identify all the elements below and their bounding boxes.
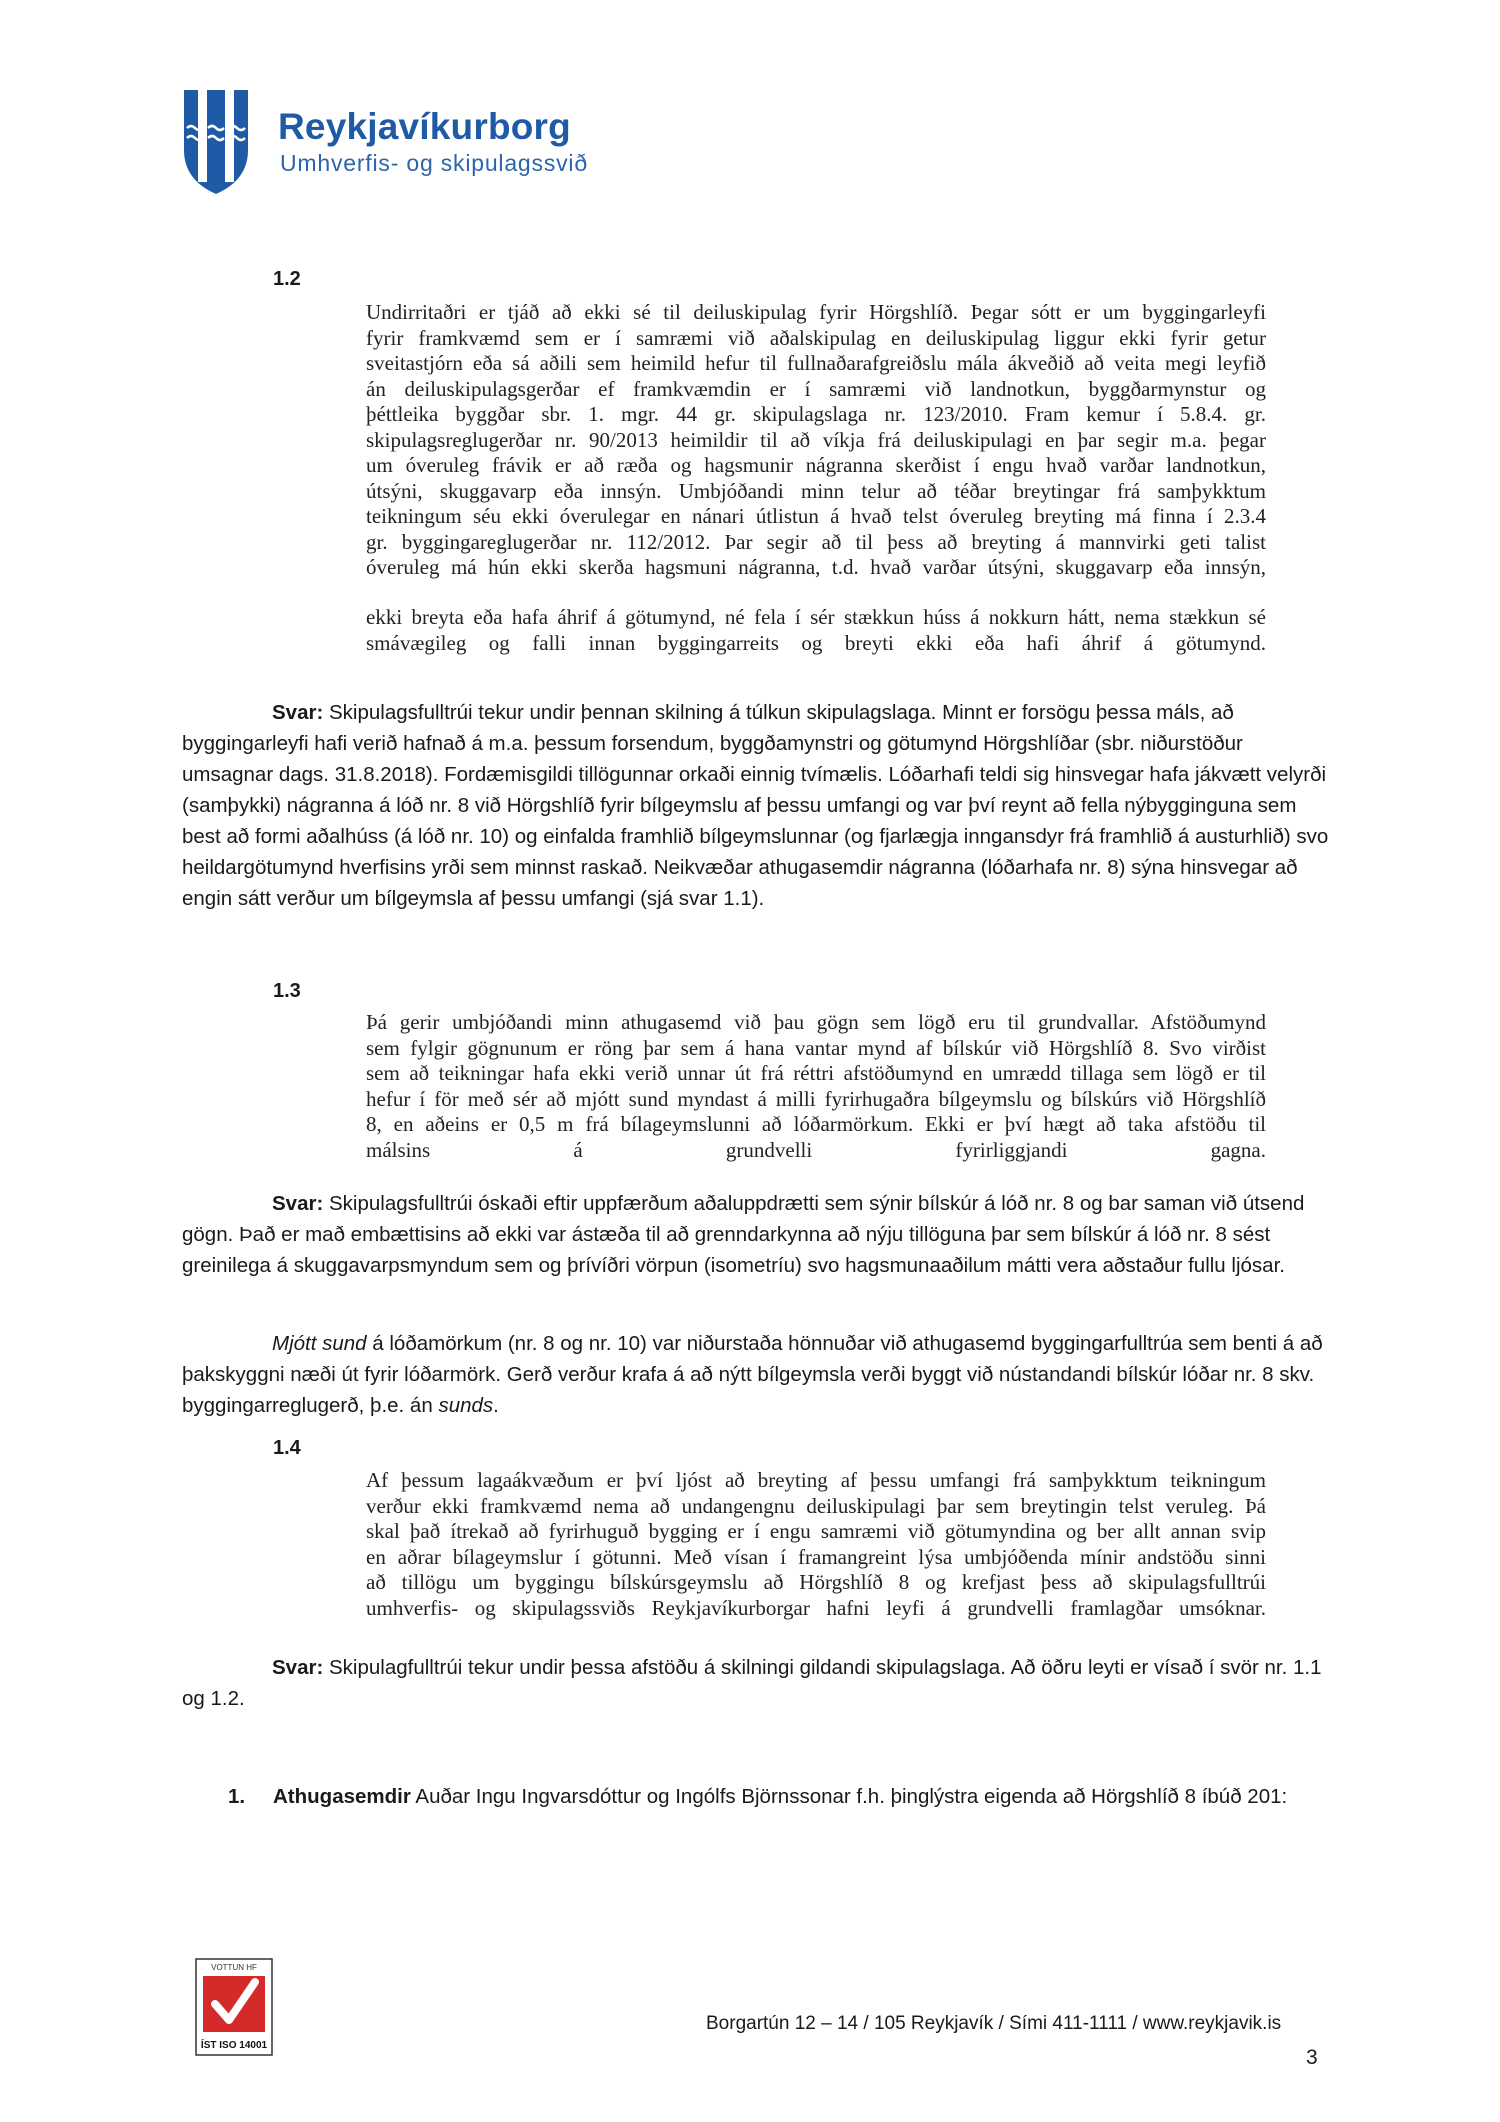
answer-1-4 [182,1652,1332,1714]
answer-1-3 [182,1188,1332,1281]
footer-address: Borgartún 12 – 14 / 105 Reykjavík / Sími 411-1111 / www.reykjavik.is [706,2013,1282,2034]
quote-line: en aðrar bílageymslur í götunni. Með vísan í framangreint lýsa umbjóðenda mínir andstöðu sinni [366,1544,1266,1569]
quote-line: útsýni, skuggavarp eða innsýn. Umbjóðandi minn telur að téðar breytingar frá samþykktum [366,478,1266,503]
quote-line: fyrir framkvæmd sem er í samræmi við aðalskipulag en deiluskipulag liggur ekki fyrir getur [366,325,1266,350]
quote-line: teikningum séu ekki óverulegar en nánari útlistun á hvað telst óveruleg breyting má finna í 2.3.4 [366,504,1266,528]
quote-line: um óveruleg frávik er að ræða og hagsmunir nágranna skerðist í engu hvað varðar landnotkun, [366,453,1266,477]
cert-bottom-text: ÍST ISO 14001 [200,2040,268,2051]
iso-certification-logo [195,1958,273,2056]
italic-term: sunds [438,1394,494,1417]
answer-text: Skipulagsfulltrúi tekur undir þennan skilning á túlkun skipulagslaga. Minnt er forsögu þessa máls, að byggingarleyfi hafi verið hafnað á m.a. þessum forsendum, byggðamynstri og götumynd Hörgshlíðar (sbr. niðurstöður umsagnar dags. 31.8.2018). Fordæmisgildi tillögunnar orkaði einnig tvímælis. Lóðarhafi teldi sig hinsvegar hafa jákvætt velyrði (samþykki) nágranna á lóð nr. 8 við Hörgshlíð fyrir bílgeymslu af þessu umfangi og var því reynt að fella nýbygginguna sem best að formi aðalhúss (á lóð nr. 10) og einfalda framhlið bílgeymslunnar (og fjarlægja inngansdyr frá framhlið á austurhlið) svo heildargötumynd hverfisins yrði sem minnst raskað. Neikvæðar athugasemdir nágranna (lóðarhafa nr. 8) sýna hinsvegar að engin sátt verður um bílgeymsla af þessu umfangi (sjá svar 1.1). [182,701,1329,910]
quote-line: ekki breyta eða hafa áhrif á götumynd, né fela í sér stækkun húss á nokkurn hátt, nema stækkun sé [366,605,1266,629]
answer-text: Skipulagsfulltrúi óskaði eftir uppfærðum aðaluppdrætti sem sýnir bílskúr á lóð nr. 8 og bar saman við útsend gögn. Það er mað embættisins að ekki var ástæða til að grenndarkynna að nýju tillöguna þar sem bílskúr á lóð nr. 8 sést greinilega á skuggavarpsmyndum sem og þrívíðri vörpun (isometríu) svo hagsmunaaðilum mátti vera aðstaður fullu ljósar. [182,1192,1305,1277]
answer-label: Svar: [272,701,324,724]
quote-line: 8, en aðeins er 0,5 m frá bílageymslunni að lóðarmörkum. Ekki er því hægt að taka afstöðu til [366,1112,1266,1136]
answer-1-3-paragraph-2 [182,1328,1332,1421]
quote-line: gr. byggingareglugerðar nr. 112/2012. Þar segir að til þess að breyting á mannvirki geti talist [366,529,1266,554]
item-number: 1. [228,1785,246,1808]
quote-line: sem fylgir gögnunum er röng þar sem á hana vantar mynd af bílskúr við Hörgshlíð 8. Svo virðist [366,1035,1266,1060]
quote-line: hefur í för með sér að mjótt sund myndast á milli fyrirhugaðra bílgeymslu og bílskúrs við Hörgshlíð [366,1086,1266,1111]
paragraph-text: á lóðamörkum (nr. 8 og nr. 10) var niðurstaða hönnuðar við athugasemd byggingarfulltrúa sem benti á að þakskyggni næði út fyrir lóðarmörk. Gerð verður krafa á að nýtt bílgeymsla verði byggt við nústandandi bílskúr lóðar nr. 8 skv. byggingarreglugerð, þ.e. án [182,1332,1323,1417]
item-text [273,1781,1333,1812]
quote-1-2-tail [366,605,1266,656]
quote-line: sem að teikningar hafa ekki verið unnar út frá réttri afstöðumynd en umrædd tillaga sem lögð er til [366,1061,1266,1085]
quote-line: skal það ítrekað að fyrirhuguð bygging er í engu samræmi við götumyndina og ber allt annan svip [366,1519,1266,1543]
reykjavik-coat-of-arms-logo [182,88,250,196]
cert-top-text: VOTTUN HF [211,1963,257,1972]
quote-line: Undirritaðri er tjáð að ekki sé til deiluskipulag fyrir Hörgshlíð. Þegar sótt er um byggingarleyfi [366,300,1266,324]
section-number-1-2: 1.2 [273,268,301,290]
quote-line: málsins á grundvelli fyrirliggjandi gagna. [366,1137,1266,1162]
item-body: Auðar Ingu Ingvarsdóttur og Ingólfs Björnssonar f.h. þinglýstra eigenda að Hörgshlíð 8 íbúð 201: [415,1785,1288,1808]
answer-text: Skipulagfulltrúi tekur undir þessa afstöðu á skilningi gildandi skipulagslaga. Að öðru leyti er vísað í svör nr. 1.1 og 1.2. [182,1656,1322,1710]
section-number-1-4: 1.4 [273,1437,301,1459]
org-name: Reykjavíkurborg [278,106,571,147]
quote-1-3 [366,1010,1266,1163]
quote-line: Þá gerir umbjóðandi minn athugasemd við þau gögn sem lögð eru til grundvallar. Afstöðumynd [366,1010,1266,1034]
answer-1-2 [182,697,1332,914]
paragraph-text: . [493,1394,499,1417]
quote-line: umhverfis- og skipulagssviðs Reykjavíkurborgar hafni leyfi á grundvelli framlagðar umsóknar. [366,1595,1266,1620]
quote-line: verður ekki framkvæmd nema að undangengnu deiluskipulagi þar sem breytingin telst veruleg. Þá [366,1493,1266,1518]
answer-label: Svar: [272,1192,324,1215]
quote-line: þéttleika byggðar sbr. 1. mgr. 44 gr. skipulagslaga nr. 123/2010. Fram kemur í 5.8.4. gr. [366,402,1266,426]
quote-line: sveitastjórn eða sá aðili sem heimild hefur til fullnaðarafgreiðslu mála ákveðið að veita megi leyfið [366,351,1266,375]
quote-1-2 [366,300,1266,581]
item-label: Athugasemdir [273,1785,411,1808]
quote-line: Af þessum lagaákvæðum er því ljóst að breyting af þessu umfangi frá samþykktum teikningum [366,1468,1266,1492]
section-number-1-3: 1.3 [273,980,301,1002]
page-number: 3 [1306,2046,1318,2069]
quote-line: smávægileg og falli innan byggingarreits og breyti ekki eða hafi áhrif á götumynd. [366,630,1266,655]
quote-line: óveruleg má hún ekki skerða hagsmuni nágranna, t.d. hvað varðar útsýni, skuggavarp eða innsýn, [366,555,1266,579]
quote-1-4 [366,1468,1266,1621]
answer-label: Svar: [272,1656,324,1679]
quote-line: skipulagsreglugerðar nr. 90/2013 heimildir til að víkja frá deiluskipulagi en þar segir m.a. þegar [366,427,1266,452]
org-department: Umhverfis- og skipulagssvið [280,150,588,176]
quote-line: án deiluskipulagsgerðar ef framkvæmdin er í samræmi við landnotkun, byggðarmynstur og [366,376,1266,401]
quote-line: að tillögu um byggingu bílskúrsgeymslu að Hörgshlíð 8 og krefjast þess að skipulagsfulltrúi [366,1570,1266,1594]
italic-term: Mjótt sund [272,1332,367,1355]
